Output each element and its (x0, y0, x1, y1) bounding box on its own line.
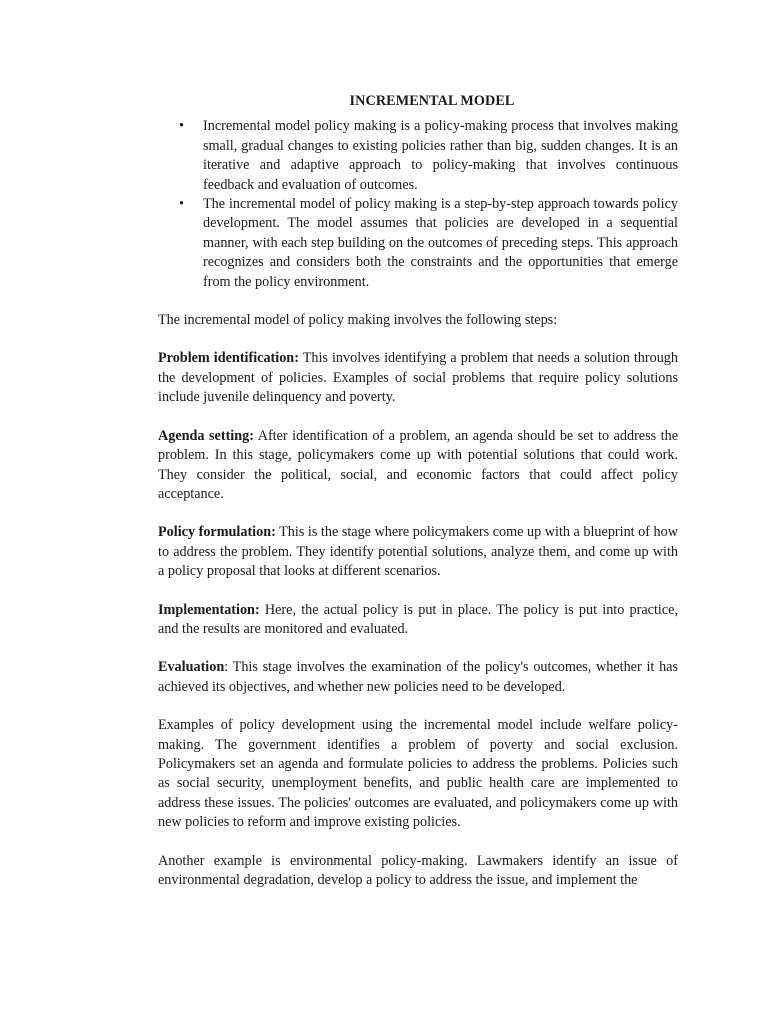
document-page (158, 92, 678, 909)
intro-paragraph: The incremental model of policy making involves the following steps: (158, 312, 558, 329)
step-paragraph (158, 601, 678, 640)
step-term: Policy formulation: (158, 524, 276, 541)
bullet-icon: • (179, 118, 184, 135)
bullet-list (158, 117, 678, 292)
step-text: After identification of a problem, an agenda should be set to address the problem. In this stage, policymakers come up with potential solutions that could work. They consider the political, social, and economic factors that could affect policy acceptance. (158, 427, 679, 502)
step-text: Here, the actual policy is put in place. The policy is put into practice, and the results are monitored and evaluated. (158, 601, 678, 637)
step-term: Agenda setting: (158, 427, 254, 444)
bullet-item (179, 195, 678, 292)
document-title: INCREMENTAL MODEL (349, 93, 515, 109)
step-paragraph (158, 349, 678, 407)
another-example-paragraph: Another example is environmental policy-making. Lawmakers identify an issue of environmental degradation, develop a policy to address the issue, and implement the (158, 852, 678, 888)
step-text: This involves identifying a problem that needs a solution through the development of policies. Examples of social problems that require policy solutions include juvenile delinquency and poverty. (158, 350, 678, 406)
step-paragraph (158, 658, 678, 697)
step-term: Problem identification: (158, 350, 299, 367)
bullet-text: The incremental model of policy making is a step-by-step approach towards policy development. The model assumes that policies are developed in a sequential manner, with each step building on the outcomes of preceding steps. This approach recognizes and considers both the constraints and the opportunities that emerge from the policy environment. (203, 196, 678, 290)
step-paragraph (158, 523, 678, 581)
step-text: : This stage involves the examination of the policy's outcomes, whether it has achieved its objectives, and whether new policies need to be developed. (158, 659, 678, 695)
step-term: Evaluation (158, 659, 225, 676)
example-paragraph: Examples of policy development using the incremental model include welfare policy-making. The government identifies a problem of poverty and social exclusion. Policymakers set an agenda and formulate policies to address the problems. Policies such as social security, unemployment benefits, and public health care are implemented to address these issues. The policies' outcomes are evaluated, and policymakers come up with new policies to reform and improve existing policies. (158, 717, 678, 831)
step-paragraph (158, 427, 678, 505)
bullet-icon: • (179, 196, 184, 213)
step-term: Implementation: (158, 601, 260, 618)
step-text: This is the stage where policymakers come up with a blueprint of how to address the problem. They identify potential solutions, analyze them, and come up with a policy proposal that looks at different scenarios. (158, 524, 678, 580)
bullet-item (179, 117, 678, 195)
bullet-text: Incremental model policy making is a policy-making process that involves making small, gradual changes to existing policies rather than big, sudden changes. It is an iterative and adaptive approach to policy-making that involves continuous feedback and evaluation of outcomes. (203, 118, 678, 193)
